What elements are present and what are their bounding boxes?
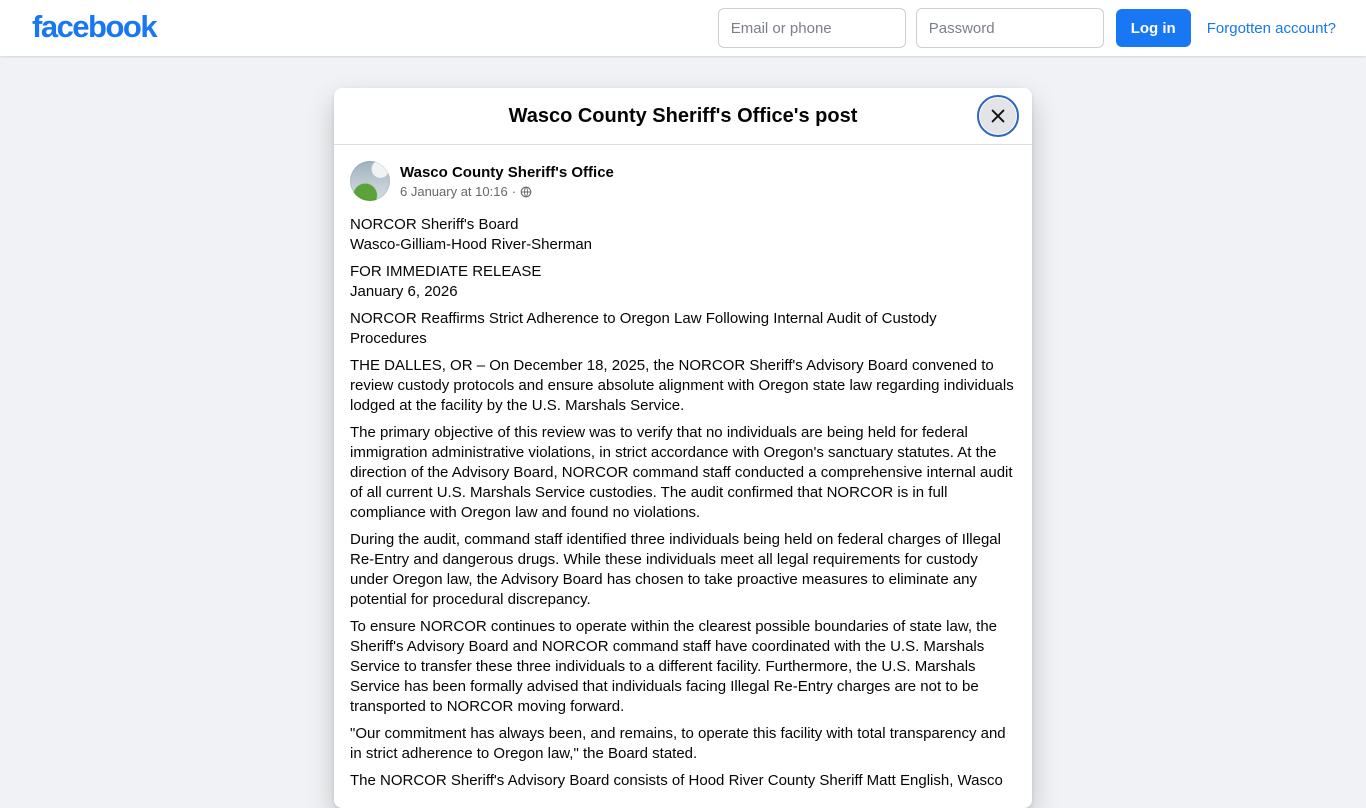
post-paragraph: THE DALLES, OR – On December 18, 2025, the NORCOR Sheriff's Advisory Board convened to review custody protocols and ensure absolute alignment with Oregon state law regarding individuals lodged at the facility by the U.S. Marshals Service. bbox=[350, 357, 1014, 414]
post bbox=[334, 145, 1032, 808]
post-line: January 6, 2026 bbox=[350, 283, 458, 300]
forgotten-account-link[interactable]: Forgotten account? bbox=[1206, 19, 1336, 37]
post-paragraph: "Our commitment has always been, and remains, to operate this facility with total transparency and in strict adherence to Oregon law," the Board stated. bbox=[350, 725, 1006, 762]
post-paragraph: To ensure NORCOR continues to operate within the clearest possible boundaries of state law, the Sheriff's Advisory Board and NORCOR command staff have coordinated with the U.S. Marshals Service to transfer these three individuals to a different facility. Furthermore, the U.S. Marshals Service has been formally advised that individuals facing Illegal Re-Entry charges are not to be transported to NORCOR moving forward. bbox=[350, 618, 998, 715]
post-text bbox=[350, 215, 1016, 791]
post-paragraph bbox=[350, 215, 1016, 255]
post-paragraph: NORCOR Reaffirms Strict Adherence to Oregon Law Following Internal Audit of Custody Procedures bbox=[350, 310, 937, 347]
post-header bbox=[350, 161, 1016, 201]
password-input[interactable] bbox=[916, 8, 1104, 48]
close-icon bbox=[989, 107, 1007, 125]
post-line: Wasco-Gilliam-Hood River-Sherman bbox=[350, 236, 592, 253]
avatar[interactable] bbox=[350, 161, 390, 201]
modal-title: Wasco County Sheriff's Office's post bbox=[508, 104, 858, 127]
post-timestamp[interactable] bbox=[400, 184, 614, 199]
timestamp-separator: · bbox=[511, 184, 517, 199]
close-button[interactable] bbox=[980, 98, 1016, 134]
timestamp-text: 6 January at 10:16 bbox=[400, 184, 508, 199]
globe-icon bbox=[520, 186, 532, 198]
login-button[interactable]: Log in bbox=[1116, 9, 1191, 47]
author-block bbox=[400, 163, 614, 199]
post-author-link[interactable]: Wasco County Sheriff's Office bbox=[400, 164, 614, 181]
post-paragraph: The NORCOR Sheriff's Advisory Board consists of Hood River County Sheriff Matt English, Wasco bbox=[350, 772, 1003, 789]
post-modal bbox=[334, 88, 1032, 808]
facebook-logo[interactable]: facebook bbox=[32, 8, 157, 44]
login-form bbox=[718, 8, 1336, 48]
post-line: FOR IMMEDIATE RELEASE bbox=[350, 263, 542, 280]
email-input[interactable] bbox=[718, 8, 906, 48]
top-bar bbox=[0, 0, 1366, 56]
page-content bbox=[0, 88, 1366, 808]
post-paragraph bbox=[350, 262, 1016, 302]
post-paragraph: During the audit, command staff identified three individuals being held on federal charges of Illegal Re-Entry and dangerous drugs. While these individuals meet all legal requirements for custody under Oregon law, the Advisory Board has chosen to take proactive measures to eliminate any potential for procedural discrepancy. bbox=[350, 531, 1001, 608]
modal-header bbox=[334, 88, 1032, 145]
post-line: NORCOR Sheriff's Board bbox=[350, 216, 519, 233]
post-paragraph: The primary objective of this review was to verify that no individuals are being held for federal immigration administrative violations, in strict accordance with Oregon's sanctuary statutes. At the direction of the Advisory Board, NORCOR command staff conducted a comprehensive internal audit of all current U.S. Marshals Service custodies. The audit confirmed that NORCOR is in full compliance with Oregon law and found no violations. bbox=[350, 424, 1013, 521]
